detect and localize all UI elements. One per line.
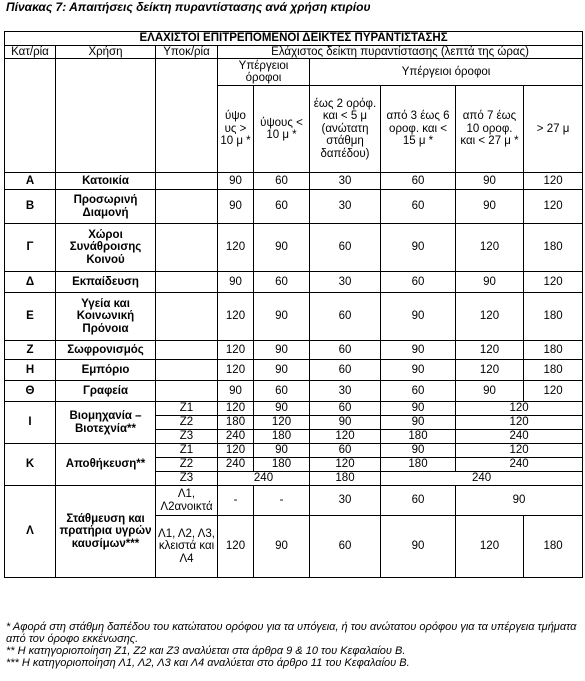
value-cell: 180 (254, 430, 310, 444)
table-row (5, 360, 583, 381)
value-cell: 90 (456, 381, 524, 402)
header-h3: έως 2 ορόφ. και < 5 μ (ανώτατη στάθμη δαπέδου) (310, 86, 381, 173)
header-min-index: Ελάχιστος δείκτη πυραντίστασης (λεπτά της ώρας) (218, 45, 583, 59)
table-title: ΕΛΑΧΙΣΤΟΙ ΕΠΙΤΡΕΠΟΜΕΝΟΙ ΔΕΙΚΤΕΣ ΠΥΡΑΝΤΙΣΤΑΣΗΣ (5, 32, 583, 46)
value-cell: 60 (310, 516, 381, 578)
value-cell: 180 (524, 293, 583, 341)
category-cell: Λ (5, 486, 56, 578)
value-cell: 60 (381, 190, 456, 224)
header-category: Κατ/ρία (5, 45, 56, 59)
table-row (5, 190, 583, 224)
category-cell: Γ (5, 224, 56, 272)
value-cell: 60 (310, 341, 381, 360)
value-cell: 90 (381, 444, 456, 458)
fire-resistance-table (4, 31, 583, 578)
table-row (5, 444, 583, 458)
value-cell: 90 (254, 293, 310, 341)
value-cell: 120 (456, 341, 524, 360)
value-cell: 240 (218, 458, 254, 472)
value-cell: 90 (381, 293, 456, 341)
value-cell: 120 (218, 293, 254, 341)
value-cell: 180 (310, 472, 381, 486)
footnotes (6, 621, 581, 669)
subcategory-cell (156, 360, 218, 381)
use-cell: Στάθμευση και πρατήρια υγρών καυσίμων*** (56, 486, 156, 578)
value-cell: 90 (456, 173, 524, 190)
value-cell: 180 (524, 224, 583, 272)
value-cell: 90 (381, 516, 456, 578)
category-cell: Α (5, 173, 56, 190)
value-cell: 90 (254, 516, 310, 578)
value-cell: 90 (381, 360, 456, 381)
value-cell: 90 (218, 190, 254, 224)
header-blank (5, 59, 56, 173)
value-cell: 90 (254, 360, 310, 381)
value-cell: 30 (310, 173, 381, 190)
category-cell: Ε (5, 293, 56, 341)
subcategory-cell (156, 224, 218, 272)
table-row (5, 381, 583, 402)
subcategory-cell: Ζ3 (156, 472, 218, 486)
value-cell: - (218, 486, 254, 516)
table-row (5, 272, 583, 293)
header-h4: από 3 έως 6 οροφ. και < 15 μ * (381, 86, 456, 173)
value-cell: 120 (456, 444, 583, 458)
use-cell: Εμπόριο (56, 360, 156, 381)
value-cell: 180 (381, 430, 456, 444)
subcategory-cell: Ζ2 (156, 458, 218, 472)
value-cell: 60 (254, 381, 310, 402)
value-cell: 90 (218, 173, 254, 190)
value-cell: 90 (456, 486, 583, 516)
value-cell: 240 (456, 458, 583, 472)
value-cell: 90 (381, 341, 456, 360)
header-h1: ύψο υς > 10 μ * (218, 86, 254, 173)
header-below-ground: Υπέργειοι όροφοι (310, 59, 583, 86)
value-cell: 120 (218, 444, 254, 458)
value-cell: 120 (456, 293, 524, 341)
value-cell: 60 (310, 224, 381, 272)
value-cell: 120 (456, 224, 524, 272)
value-cell: 30 (310, 190, 381, 224)
value-cell: 90 (381, 402, 456, 416)
table-row (5, 224, 583, 272)
value-cell: 30 (310, 486, 381, 516)
header-blank (156, 59, 218, 173)
category-cell: Η (5, 360, 56, 381)
subcategory-cell: Ζ3 (156, 430, 218, 444)
footnote: ** Η κατηγοριοποίηση Ζ1, Ζ2 και Ζ3 αναλύεται στα άρθρα 9 & 10 του Κεφαλαίου Β. (6, 645, 406, 657)
header-subcategory: Υποκ/ρία (156, 45, 218, 59)
category-cell: Ζ (5, 341, 56, 360)
value-cell: - (254, 486, 310, 516)
use-cell: Σωφρονισμός (56, 341, 156, 360)
value-cell: 180 (381, 458, 456, 472)
value-cell: 120 (218, 224, 254, 272)
value-cell: 180 (218, 416, 254, 430)
table-row (5, 402, 583, 416)
value-cell: 180 (524, 341, 583, 360)
subcategory-cell: Λ1, Λ2, Λ3, κλειστά και Λ4 (156, 516, 218, 578)
value-cell: 90 (456, 190, 524, 224)
header-above-ground: Υπέργειοι όροφοι (218, 59, 310, 86)
value-cell: 90 (254, 224, 310, 272)
value-cell: 120 (218, 402, 254, 416)
value-cell: 30 (310, 272, 381, 293)
subcategory-cell (156, 293, 218, 341)
header-h6: > 27 μ (524, 86, 583, 173)
category-cell: Ι (5, 402, 56, 444)
value-cell: 90 (310, 416, 381, 430)
value-cell: 240 (381, 472, 583, 486)
value-cell: 30 (310, 381, 381, 402)
use-cell: Αποθήκευση** (56, 444, 156, 486)
value-cell: 120 (254, 416, 310, 430)
subcategory-cell: Λ1, Λ2ανοικτά (156, 486, 218, 516)
header-h2: ύψους < 10 μ * (254, 86, 310, 173)
value-cell: 120 (524, 272, 583, 293)
use-cell: Εκπαίδευση (56, 272, 156, 293)
subcategory-cell (156, 272, 218, 293)
use-cell: Υγεία και Κοινωνική Πρόνοια (56, 293, 156, 341)
value-cell: 120 (218, 360, 254, 381)
value-cell: 90 (381, 416, 456, 430)
subcategory-cell (156, 173, 218, 190)
footnote: *** Η κατηγοριοποίηση Λ1, Λ2, Λ3 και Λ4 αναλύεται στο άρθρο 11 του Κεφαλαίου Β. (6, 657, 410, 669)
use-cell: Βιομηχανία – Βιοτεχνία** (56, 402, 156, 444)
value-cell: 120 (310, 458, 381, 472)
value-cell: 180 (254, 458, 310, 472)
value-cell: 60 (310, 360, 381, 381)
header-use: Χρήση (56, 45, 156, 59)
subcategory-cell: Ζ1 (156, 444, 218, 458)
value-cell: 120 (524, 190, 583, 224)
value-cell: 90 (254, 444, 310, 458)
value-cell: 60 (310, 402, 381, 416)
header-h5: από 7 έως 10 οροφ. και < 27 μ * (456, 86, 524, 173)
value-cell: 180 (524, 360, 583, 381)
value-cell: 120 (456, 416, 583, 430)
use-cell: Κατοικία (56, 173, 156, 190)
table-row (5, 173, 583, 190)
value-cell: 90 (456, 272, 524, 293)
value-cell: 120 (524, 173, 583, 190)
value-cell: 60 (310, 444, 381, 458)
table-caption: Πίνακας 7: Απαιτήσεις δείκτη πυραντίστασης ανά χρήση κτιρίου (6, 0, 371, 14)
table-row (5, 293, 583, 341)
subcategory-cell (156, 381, 218, 402)
value-cell: 60 (381, 272, 456, 293)
value-cell: 90 (218, 381, 254, 402)
value-cell: 120 (456, 402, 583, 416)
subcategory-cell: Ζ2 (156, 416, 218, 430)
value-cell: 240 (218, 430, 254, 444)
value-cell: 120 (218, 341, 254, 360)
value-cell: 60 (381, 381, 456, 402)
value-cell: 60 (254, 272, 310, 293)
value-cell: 90 (254, 341, 310, 360)
value-cell: 90 (218, 272, 254, 293)
header-blank (56, 59, 156, 173)
value-cell: 120 (218, 516, 254, 578)
value-cell: 120 (456, 360, 524, 381)
value-cell: 240 (456, 430, 583, 444)
value-cell: 60 (381, 486, 456, 516)
use-cell: Γραφεία (56, 381, 156, 402)
subcategory-cell (156, 190, 218, 224)
subcategory-cell (156, 341, 218, 360)
category-cell: Κ (5, 444, 56, 486)
value-cell: 120 (456, 516, 524, 578)
value-cell: 180 (524, 516, 583, 578)
value-cell: 240 (218, 472, 310, 486)
table-row (5, 341, 583, 360)
category-cell: Δ (5, 272, 56, 293)
table-row (5, 486, 583, 516)
value-cell: 90 (254, 402, 310, 416)
category-cell: Θ (5, 381, 56, 402)
use-cell: Προσωρινή Διαμονή (56, 190, 156, 224)
value-cell: 120 (524, 381, 583, 402)
value-cell: 60 (254, 173, 310, 190)
footnote: * Αφορά στη στάθμη δαπέδου του κατώτατου ορόφου για τα υπόγεια, ή του ανώτατου ορόφου για τα υπέργεια τμήματα από τον όροφο εκκένωσης. (6, 621, 577, 645)
value-cell: 90 (381, 224, 456, 272)
value-cell: 120 (310, 430, 381, 444)
value-cell: 60 (310, 293, 381, 341)
value-cell: 60 (254, 190, 310, 224)
category-cell: Β (5, 190, 56, 224)
use-cell: Χώροι Συνάθροισης Κοινού (56, 224, 156, 272)
subcategory-cell: Ζ1 (156, 402, 218, 416)
value-cell: 60 (381, 173, 456, 190)
